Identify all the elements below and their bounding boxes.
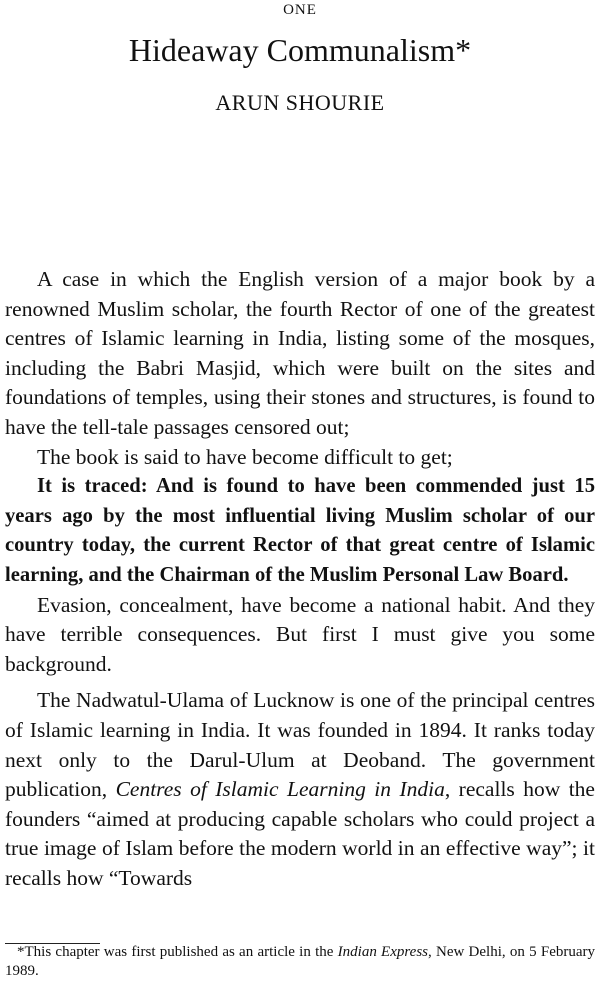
paragraph-1: A case in which the English version of a major book by a renowned Muslim scholar, the fourth Rector of one of the greatest centres of Islamic learning in India, listing some of the mosques, including the Babri Masjid, which were built on the sites and foundations of temples, using their stones and structures, is found to have the tell-tale passages censored out;	[5, 267, 595, 439]
paragraph-5-text-b: , recalls how the founders “aimed at producing capable scholars who could project a true image of Islam before the modern world in an effective way”; it recalls how “Towards	[5, 777, 595, 890]
footnote	[5, 943, 595, 981]
paragraph-2: The book is said to have become difficult to get;	[37, 444, 453, 469]
paragraph-3-bold: It is traced: And is found to have been commended just 15 years ago by the most influential living Muslim scholar of our country today, the current Rector of that great centre of Islamic learning, and the Chairman of the Muslim Personal Law Board.	[5, 475, 595, 586]
paragraph-4: Evasion, concealment, have become a national habit. And they have terrible consequences. But first I must give you some background.	[5, 592, 595, 676]
body-text	[5, 265, 595, 893]
book-title-reference: Centres of Islamic Learning in India	[115, 777, 445, 802]
paragraph-5-text-a: The Nadwatul-Ulama of Lucknow is one of the principal centres of Islamic learning in India. It was founded in 1894. It ranks today next only to the Darul-Ulum at Deoband. The government publication,	[5, 688, 595, 802]
chapter-number: ONE	[283, 2, 317, 18]
footnote-text-b: , New Delhi, on 5 February 1989.	[5, 944, 595, 979]
footnote-publication: Indian Express	[337, 944, 428, 960]
paragraph-5	[5, 686, 595, 893]
author-name: ARUN SHOURIE	[215, 90, 385, 115]
footnote-text-a: *This chapter was first published as an article in the	[17, 944, 338, 960]
chapter-title: Hideaway Communalism*	[128, 32, 472, 68]
